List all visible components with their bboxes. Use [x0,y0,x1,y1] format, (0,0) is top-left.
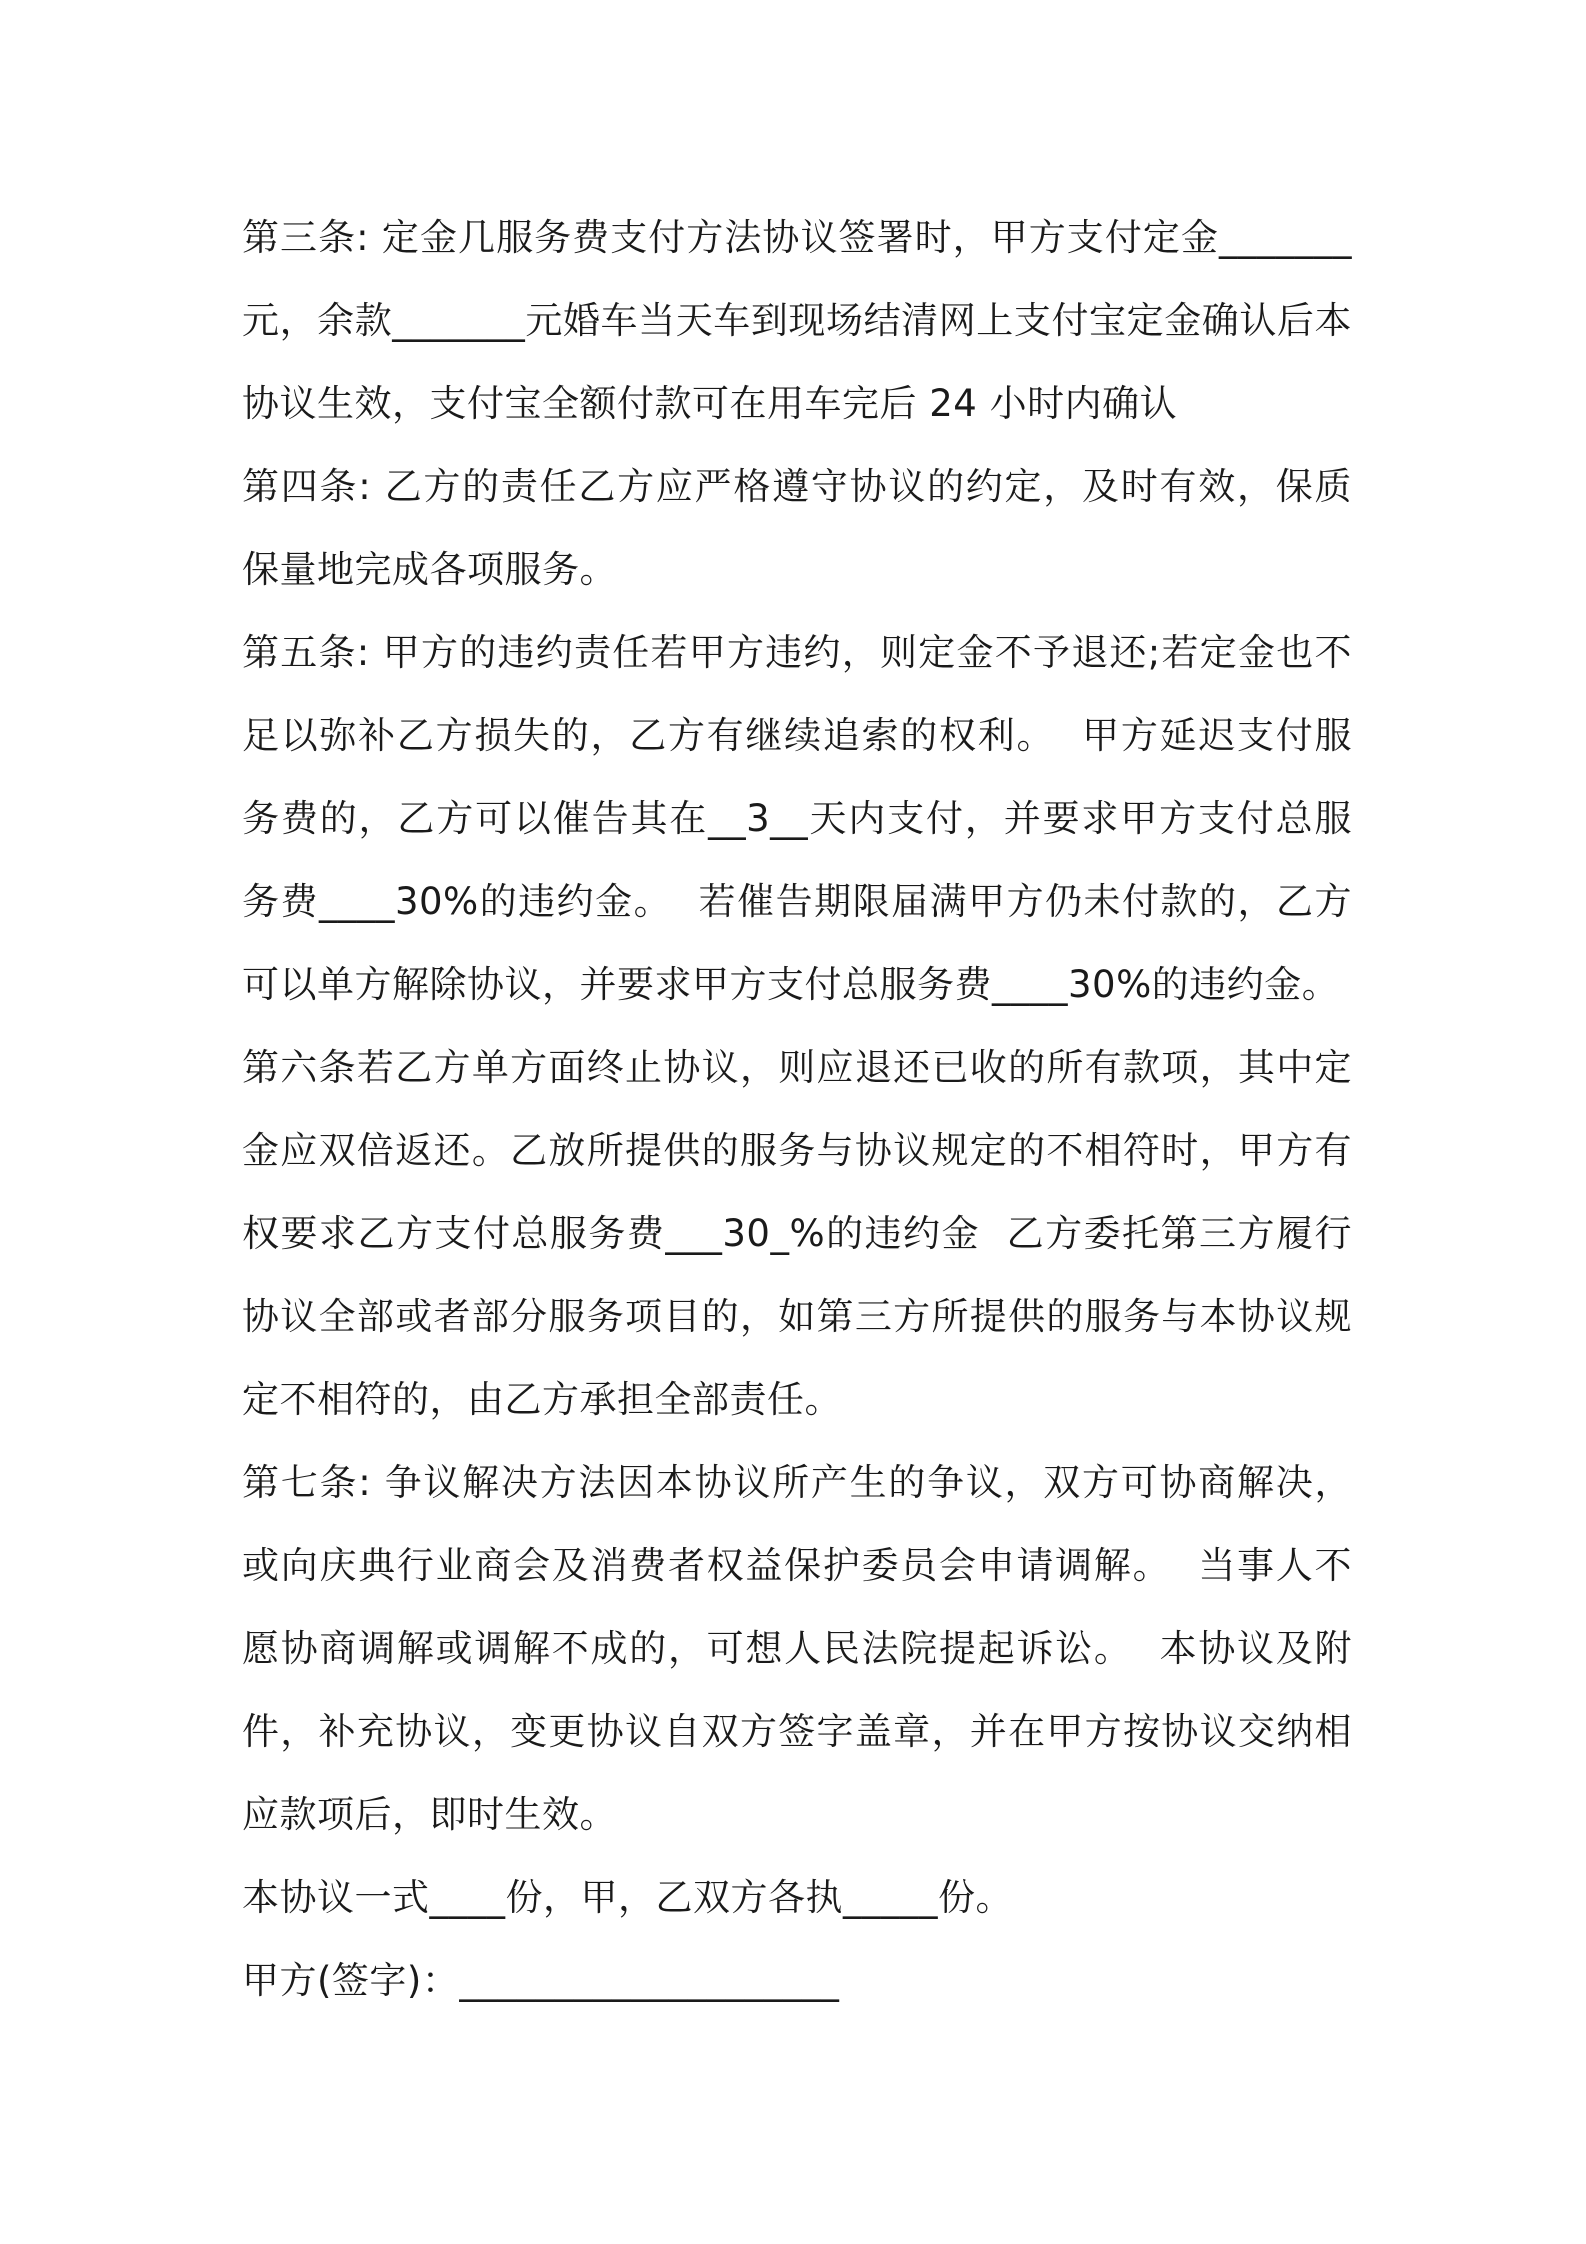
copies-statement: 本协议一式____份，甲，乙双方各执_____份。 [242,1876,1013,1919]
document-body [242,196,1352,2022]
clause-6-party-b-termination: 第六条若乙方单方面终止协议，则应退还已收的所有款项，其中定金应双倍返还。乙放所提供的服务与协议规定的不相符时，甲方有权要求乙方支付总服务费___30_%的违约金 乙方委托第三方履行协议全部或者部分服务项目的，如第三方所提供的服务与本协议规定不相符的，由乙方承担全部责任。 [242,1046,1352,1421]
clause-3-payment: 第三条: 定金几服务费支付方法协议签署时，甲方支付定金_______元，余款_______元婚车当天车到现场结清网上支付宝定金确认后本协议生效，支付宝全额付款可在用车完后 24 小时内确认 [242,216,1352,425]
party-a-signature-line: 甲方(签字)：____________________ [242,1959,840,2002]
clause-4-party-b-duty: 第四条: 乙方的责任乙方应严格遵守协议的约定，及时有效，保质保量地完成各项服务。 [242,465,1352,591]
clause-5-party-a-breach: 第五条: 甲方的违约责任若甲方违约，则定金不予退还;若定金也不足以弥补乙方损失的，乙方有继续追索的权利。 甲方延迟支付服务费的，乙方可以催告其在__3__天内支付，并要求甲方支付总服务费____30%的违约金。 若催告期限届满甲方仍未付款的，乙方可以单方解除协议，并要求甲方支付总服务费____30%的违约金。 [242,631,1352,1006]
clause-7-dispute-resolution: 第七条: 争议解决方法因本协议所产生的争议，双方可协商解决，或向庆典行业商会及消费者权益保护委员会申请调解。 当事人不愿协商调解或调解不成的，可想人民法院提起诉讼。 本协议及附件，补充协议，变更协议自双方签字盖章，并在甲方按协议交纳相应款项后，即时生效。 [242,1461,1352,1836]
